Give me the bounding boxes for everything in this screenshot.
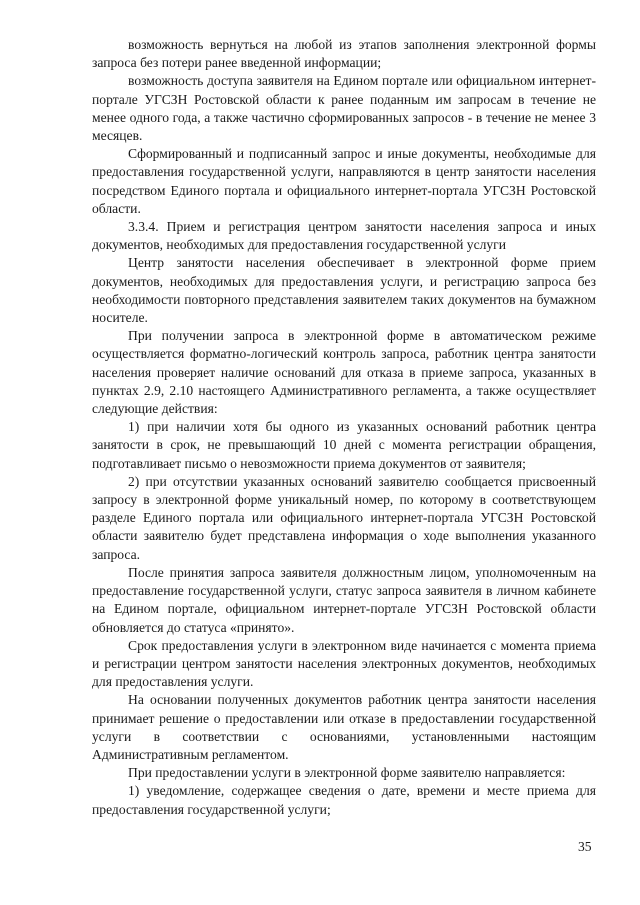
paragraph: возможность доступа заявителя на Едином портале или официальном интернет-портале УГСЗН Ростовской области к ранее поданным им запросам в течение не менее одного года, а также частично сформированных запросов - в течение не менее 3 месяцев. [92, 73, 596, 144]
page-number: 35 [578, 839, 592, 854]
list-item: 1) при наличии хотя бы одного из указанных оснований работник центра занятости в срок, не превышающий 10 дней с момента регистрации обращения, подготавливает письмо о невозможности приема документов от заявителя; [92, 419, 596, 471]
paragraph: После принятия запроса заявителя должностным лицом, уполномоченным на предоставление государственной услуги, статус запроса заявителя в личном кабинете на Едином портале, официальном интернет-портале УГСЗН Ростовской области обновляется до статуса «принято». [92, 564, 596, 635]
paragraph: Срок предоставления услуги в электронном виде начинается с момента приема и регистрации центром занятости населения электронных документов, необходимых для предоставления услуги. [92, 637, 596, 690]
paragraph: Сформированный и подписанный запрос и иные документы, необходимые для предоставления государственной услуги, направляются в центр занятости населения посредством Единого портала и официального интернет-портала УГСЗН Ростовской области. [92, 146, 596, 216]
paragraph: При предоставлении услуги в электронной форме заявителю направляется: [128, 765, 566, 781]
document-page [92, 36, 596, 819]
paragraph: возможность вернуться на любой из этапов заполнения электронной формы запроса без потери ранее введенной информации; [92, 37, 596, 71]
list-item: 1) уведомление, содержащее сведения о дате, времени и месте приема для предоставления государственной услуги; [92, 783, 596, 817]
list-item: 2) при отсутствии указанных оснований заявителю сообщается присвоенный запросу в электронной форме уникальный номер, по которому в соответствующем разделе Единого портала или официального интернет-портала УГСЗН Ростовской области заявителю будет представлена информация о ходе выполнения указанного запроса. [92, 473, 596, 562]
paragraph: Центр занятости населения обеспечивает в электронной форме прием документов, необходимых для предоставления услуги, и регистрацию запроса без необходимости повторного представления заявителем таких документов на бумажном носителе. [92, 255, 596, 326]
paragraph: На основании полученных документов работник центра занятости населения принимает решение о предоставлении или отказе в предоставлении государственной услуги в соответствии с основаниями, установленными настоящим Административным регламентом. [92, 692, 596, 762]
paragraph: При получении запроса в электронной форме в автоматическом режиме осуществляется форматно-логический контроль запроса, работник центра занятости населения проверяет наличие оснований для отказа в приеме запроса, указанных в пунктах 2.9, 2.10 настоящего Административного регламента, а также осуществляет следующие действия: [92, 328, 596, 417]
section-heading: 3.3.4. Прием и регистрация центром занятости населения запроса и иных документов, необходимых для предоставления государственной услуги [92, 219, 596, 253]
